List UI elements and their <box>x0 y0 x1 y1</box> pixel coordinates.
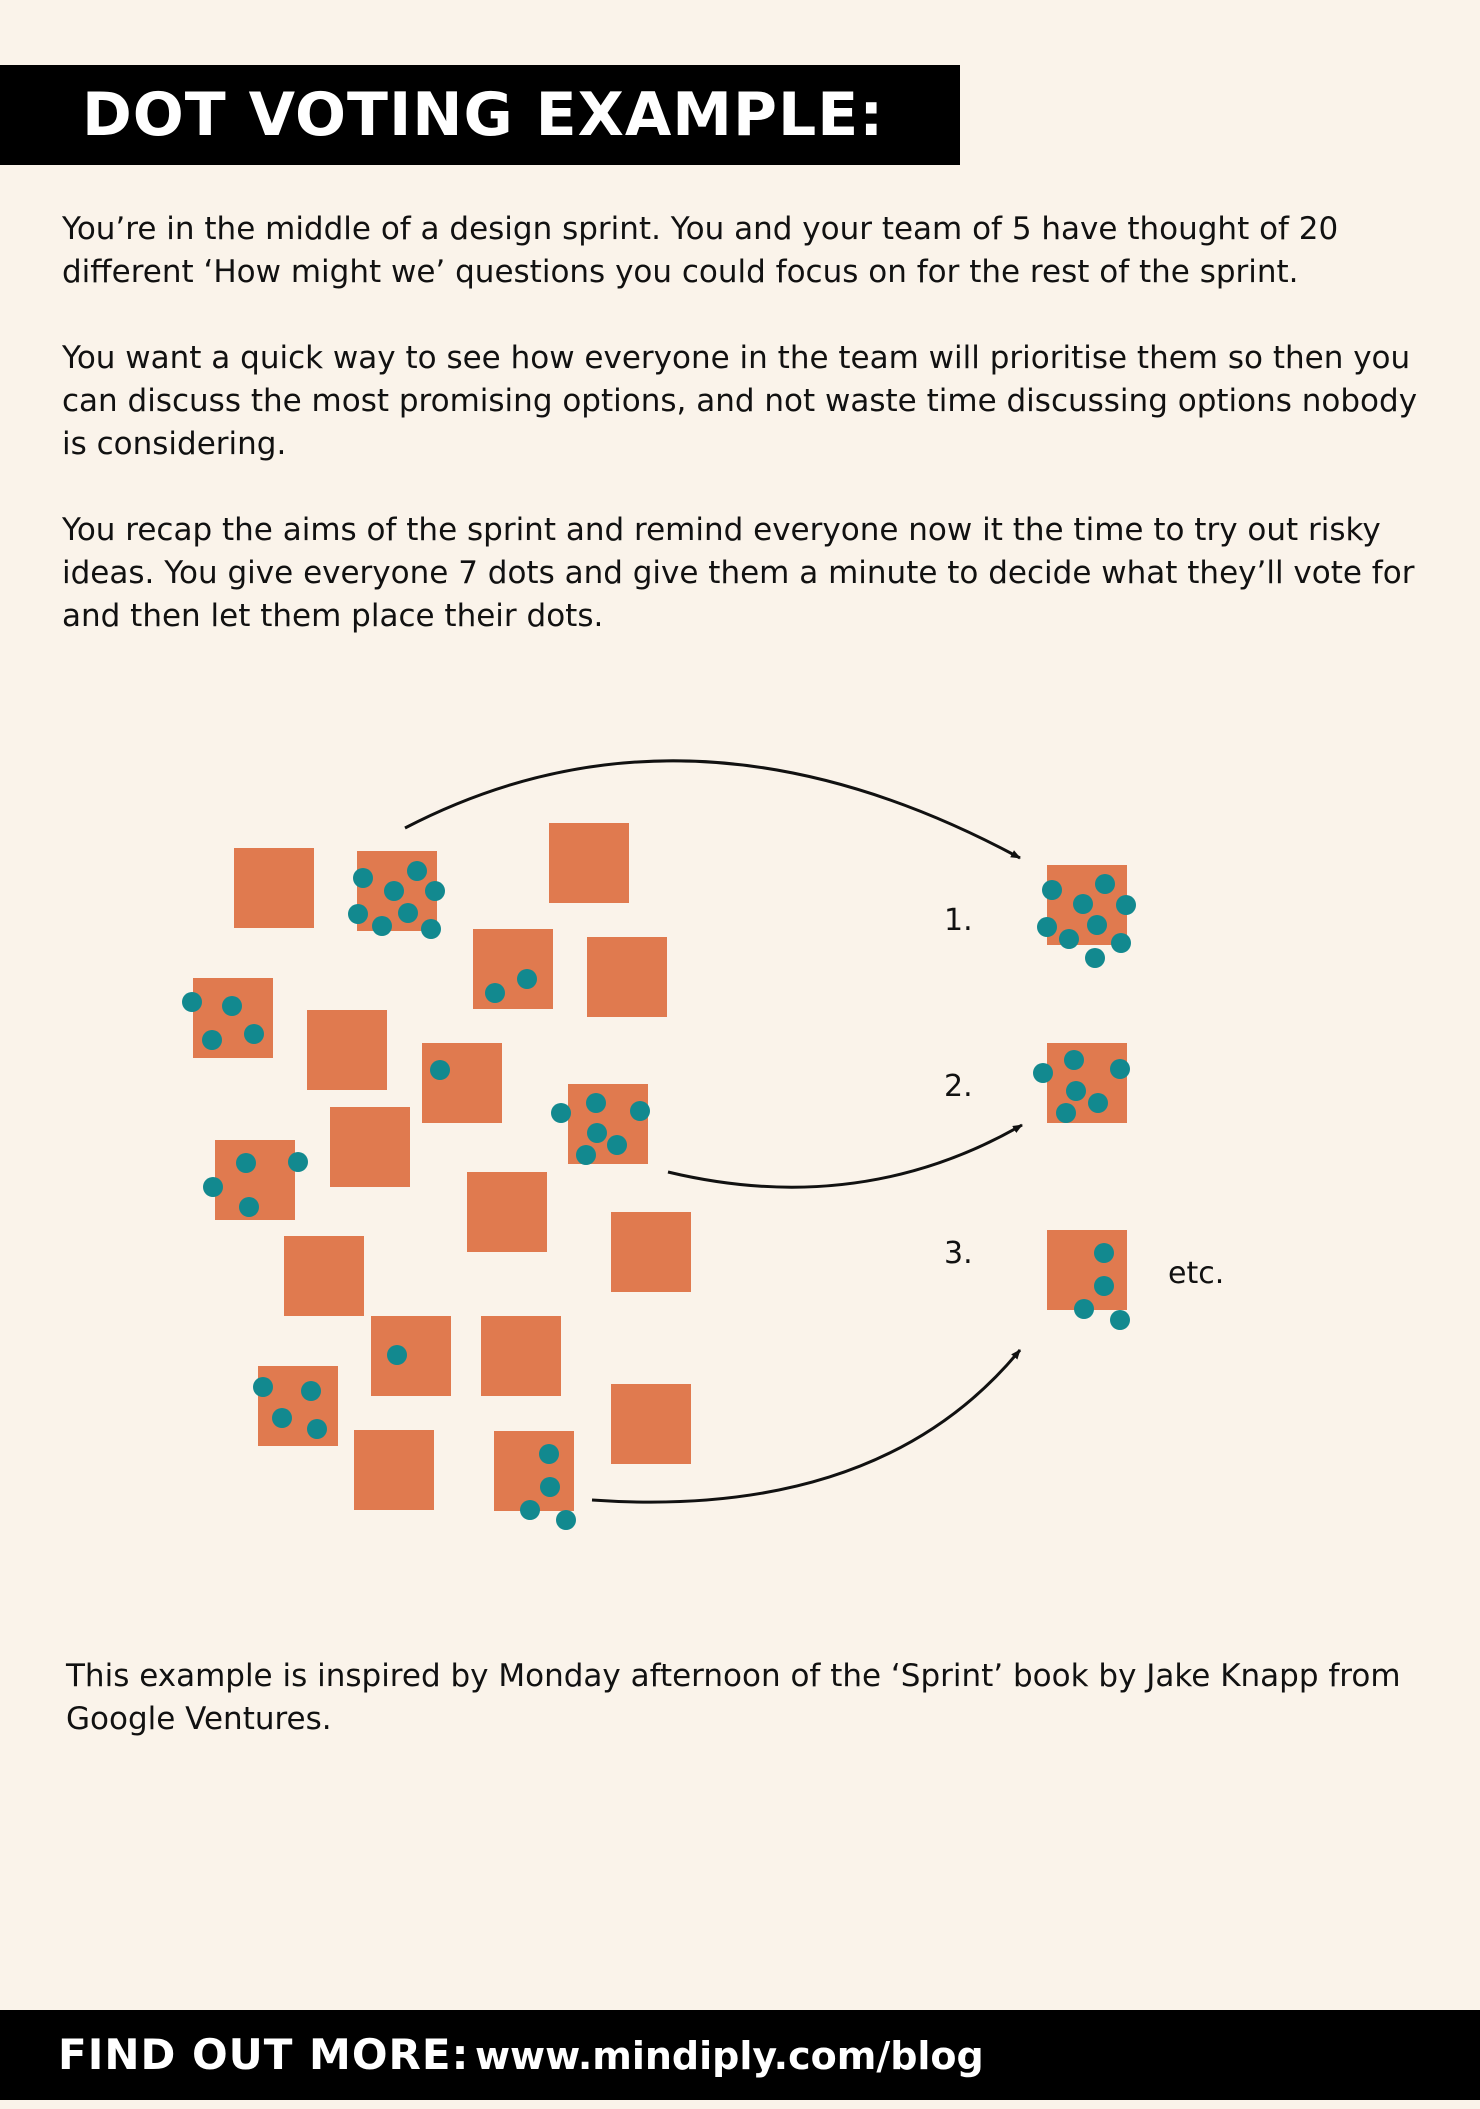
vote-dot <box>1110 1059 1130 1079</box>
etc-label: etc. <box>1168 1256 1225 1291</box>
voted-note <box>234 848 314 928</box>
sticky-note <box>494 1431 574 1511</box>
vote-dot <box>244 1024 264 1044</box>
vote-dot <box>586 1093 606 1113</box>
voted-note <box>611 1212 691 1292</box>
arrow-to-rank-2 <box>668 1125 1022 1187</box>
voted-note <box>182 978 273 1058</box>
vote-dot <box>348 904 368 924</box>
sticky-note <box>307 1010 387 1090</box>
voted-note <box>284 1236 364 1316</box>
rank-label-2: 2. <box>944 1069 973 1104</box>
vote-dot <box>556 1510 576 1530</box>
vote-dot <box>307 1419 327 1439</box>
footer-link[interactable]: www.mindiply.com/blog <box>474 2034 984 2078</box>
vote-dot <box>607 1135 627 1155</box>
sticky-note <box>354 1430 434 1510</box>
sticky-note <box>284 1236 364 1316</box>
vote-dot <box>1095 874 1115 894</box>
sticky-note <box>422 1043 502 1123</box>
voted-note <box>551 1084 650 1165</box>
vote-dot <box>1074 1299 1094 1319</box>
sticky-note <box>611 1212 691 1292</box>
intro-paragraph: You want a quick way to see how everyone in the team will prioritise them so then you can discuss the most promising options, and not waste time discussing options nobody is considering. <box>62 340 1418 462</box>
voted-note <box>494 1431 576 1530</box>
vote-dot <box>425 881 445 901</box>
vote-dot <box>1087 915 1107 935</box>
vote-dot <box>1073 894 1093 914</box>
vote-dot <box>539 1444 559 1464</box>
vote-dot <box>520 1500 540 1520</box>
sticky-note <box>1047 1230 1127 1310</box>
sticky-note <box>258 1366 338 1446</box>
voted-note <box>203 1140 308 1220</box>
voted-note <box>371 1316 451 1396</box>
vote-dot <box>517 969 537 989</box>
vote-dot <box>398 903 418 923</box>
vote-dot <box>1116 895 1136 915</box>
rank-label-1: 1. <box>944 903 973 938</box>
vote-dot <box>1094 1243 1114 1263</box>
vote-dot <box>407 861 427 881</box>
sticky-note <box>234 848 314 928</box>
ranked-notes <box>1033 865 1136 1330</box>
sticky-note <box>467 1172 547 1252</box>
vote-dot <box>485 983 505 1003</box>
vote-dot <box>236 1153 256 1173</box>
vote-dot <box>576 1145 596 1165</box>
ranked-note-3 <box>1047 1230 1130 1330</box>
intro-paragraph: You’re in the middle of a design sprint. You and your team of 5 have thought of 20 different ‘How might we’ questions you could focus on for the rest of the sprint. <box>62 211 1339 290</box>
sticky-note <box>371 1316 451 1396</box>
vote-dot <box>1042 880 1062 900</box>
vote-dot <box>353 868 373 888</box>
intro-text <box>62 208 1432 681</box>
vote-dot <box>1033 1063 1053 1083</box>
vote-dot <box>1037 917 1057 937</box>
vote-dot <box>301 1381 321 1401</box>
vote-dot <box>387 1345 407 1365</box>
footer-bar <box>0 2010 1480 2100</box>
voted-note <box>422 1043 502 1123</box>
sticky-note <box>481 1316 561 1396</box>
ranked-note-2 <box>1033 1043 1130 1123</box>
vote-dot <box>222 996 242 1016</box>
vote-dot <box>253 1377 273 1397</box>
dot-voting-diagram <box>0 740 1480 1560</box>
footer-lead: FIND OUT MORE: <box>58 2030 470 2079</box>
rank-label-3: 3. <box>944 1236 973 1271</box>
vote-dot <box>630 1101 650 1121</box>
vote-dot <box>551 1103 571 1123</box>
sticky-notes-cluster <box>182 823 691 1530</box>
voted-note <box>330 1107 410 1187</box>
ranked-note-1 <box>1037 865 1136 968</box>
vote-dot <box>203 1177 223 1197</box>
vote-dot <box>1056 1103 1076 1123</box>
vote-dot <box>1064 1050 1084 1070</box>
voted-note <box>481 1316 561 1396</box>
vote-dot <box>288 1152 308 1172</box>
sticky-note <box>330 1107 410 1187</box>
arrow-to-rank-1 <box>405 761 1020 858</box>
page-title: DOT VOTING EXAMPLE: <box>0 65 960 165</box>
vote-dot <box>430 1060 450 1080</box>
voted-note <box>467 1172 547 1252</box>
sticky-note <box>473 929 553 1009</box>
credit-text: This example is inspired by Monday afternoon of the ‘Sprint’ book by Jake Knapp from Google Ventures. <box>66 1658 1401 1737</box>
vote-dot <box>182 992 202 1012</box>
vote-dot <box>1088 1093 1108 1113</box>
vote-dot <box>272 1408 292 1428</box>
voted-note <box>549 823 629 903</box>
vote-dot <box>384 881 404 901</box>
vote-dot <box>1110 1310 1130 1330</box>
vote-dot <box>587 1123 607 1143</box>
intro-paragraph: You recap the aims of the sprint and remind everyone now it the time to try out risky ideas. You give everyone 7 dots and give them a minute to decide what they’ll vote for and then let them place their dots. <box>62 512 1415 634</box>
sticky-note <box>611 1384 691 1464</box>
voted-note <box>473 929 553 1009</box>
vote-dot <box>1066 1081 1086 1101</box>
vote-dot <box>1111 933 1131 953</box>
voted-note <box>587 937 667 1017</box>
vote-dot <box>372 916 392 936</box>
vote-dot <box>1059 929 1079 949</box>
voted-note <box>307 1010 387 1090</box>
vote-dot <box>1094 1276 1114 1296</box>
voted-note <box>611 1384 691 1464</box>
vote-dot <box>421 919 441 939</box>
voted-note <box>354 1430 434 1510</box>
sticky-note <box>549 823 629 903</box>
voted-note <box>253 1366 338 1446</box>
vote-dot <box>1085 948 1105 968</box>
sticky-note <box>587 937 667 1017</box>
vote-dot <box>540 1477 560 1497</box>
vote-dot <box>239 1197 259 1217</box>
vote-dot <box>202 1030 222 1050</box>
voted-note <box>348 851 445 939</box>
